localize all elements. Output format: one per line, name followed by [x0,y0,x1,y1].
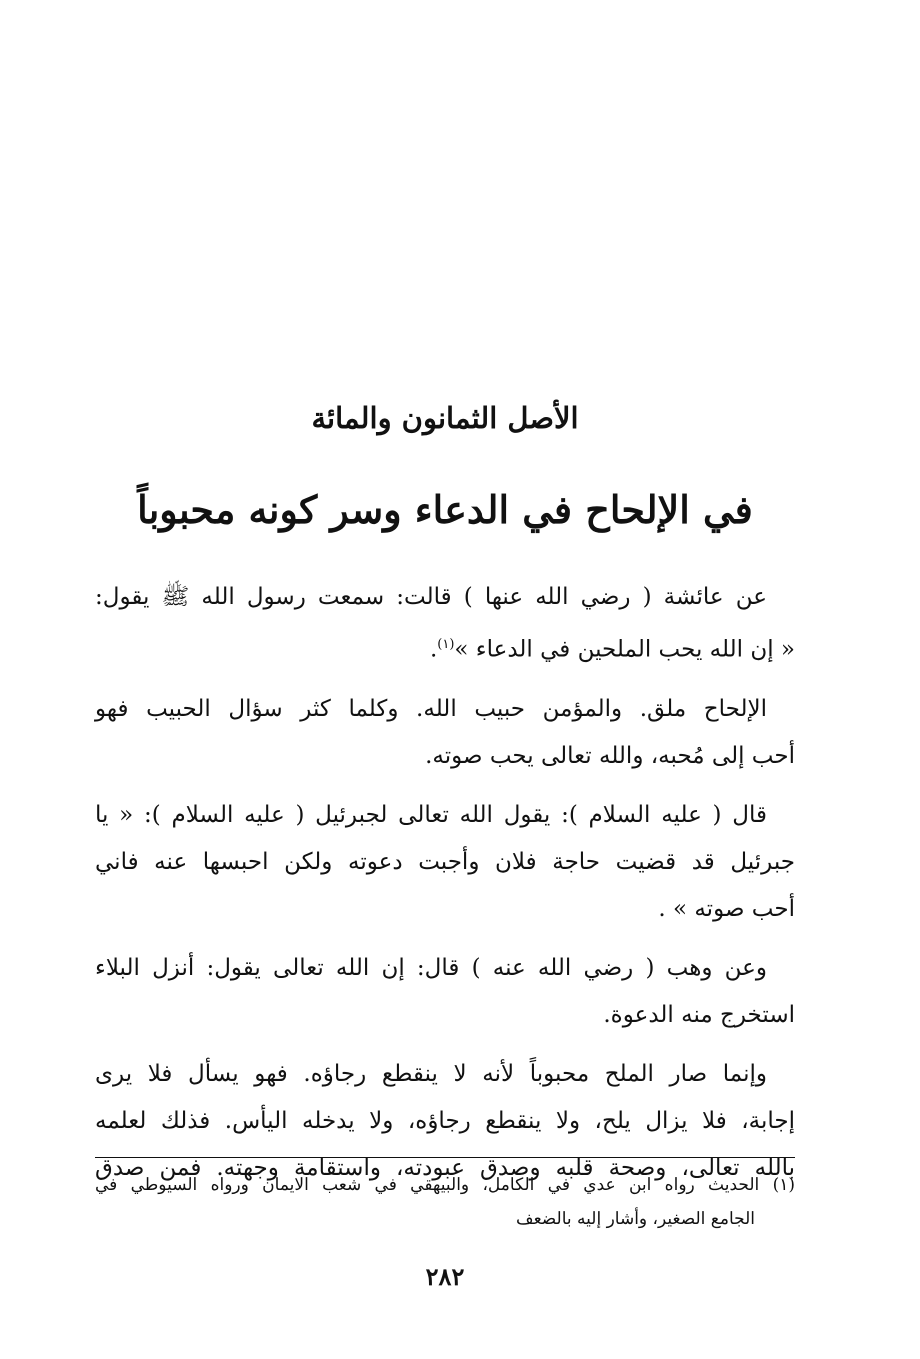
text-line: عن عائشة ( رضي الله عنها ) قالت: سمعت رسول الله ﷺ يقول: [95,584,767,610]
paragraph-3 [95,792,795,933]
text-line: استخرج منه الدعوة. [603,1001,795,1028]
text-line: وإنما صار الملح محبوباً لأنه لا ينقطع رجاؤه. فهو يسأل فلا يرى [95,1060,767,1087]
paragraph-2 [95,686,795,780]
text-line: إجابة، فلا يزال يلح، ولا ينقطع رجاؤه، ولا يدخله اليأس. فذلك لعلمه [95,1107,795,1134]
text-line: أحب صوته » . [658,895,795,922]
sentence-end: . [429,636,438,663]
page-number: ٢٨٢ [425,1262,465,1291]
text-line: بالله تعالى، وصحة قلبه وصدق عبودته، واستقامة وجهته. فمن صدق [95,1154,795,1181]
body-text [95,574,795,1204]
footnote-line: الجامع الصغير، وأشار إليه بالضعف [515,1209,755,1229]
footnote-divider [95,1157,795,1158]
section-title: في الإلحاح في الدعاء وسر كونه محبوباً [137,487,753,532]
text-line: قال ( عليه السلام ): يقول الله تعالى لجبرئيل ( عليه السلام ): « يا [95,801,767,828]
hadith-quote: « إن الله يحب الملحين في الدعاء » [454,636,795,663]
text-line: أحب إلى مُحبه، والله تعالى يحب صوته. [425,742,795,769]
paragraph-4 [95,945,795,1039]
footnote [95,1168,795,1236]
footnote-line: (١) الحديث رواه ابن عدي في الكامل، والبيهقي في شعب الايمان ورواه السيوطي في [95,1175,795,1195]
text-line [95,621,795,674]
paragraph-1 [95,574,795,674]
book-page [95,0,795,1359]
text-line: الإلحاح ملق. والمؤمن حبيب الله. وكلما كثر سؤال الحبيب فهو [95,695,767,722]
text-line: جبرئيل قد قضيت حاجة فلان وأجبت دعوته ولكن احبسها عنه فاني [95,848,795,875]
footnote-mark: (١) [437,637,455,652]
chapter-heading: الأصل الثمانون والمائة [311,401,579,435]
text-line: وعن وهب ( رضي الله عنه ) قال: إن الله تعالى يقول: أنزل البلاء [95,954,767,981]
